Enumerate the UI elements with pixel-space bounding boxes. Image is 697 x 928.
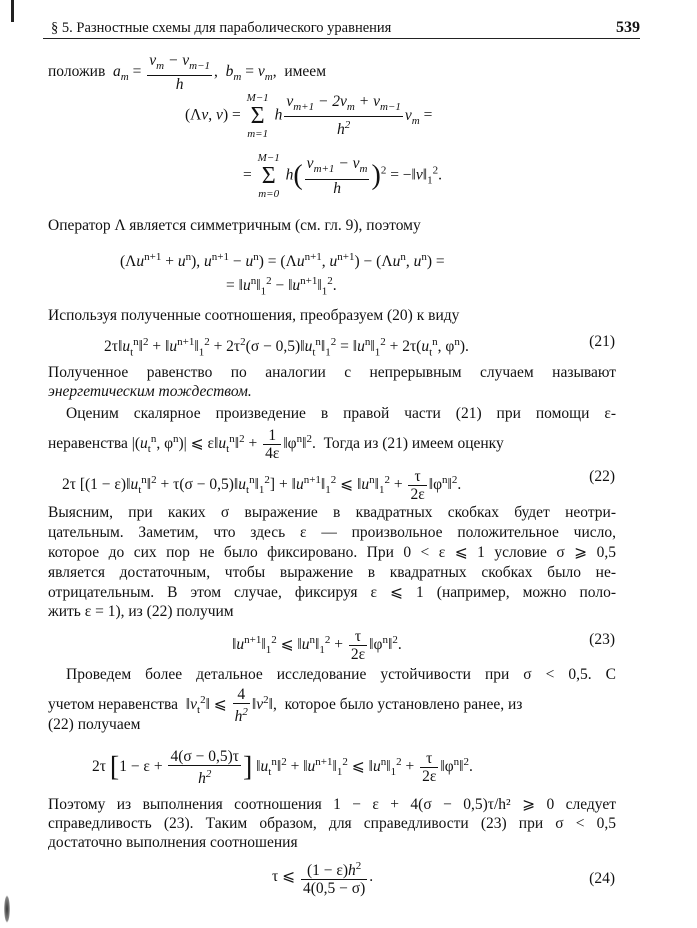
text-line: положив $a_m$ = $\frac{v_m - v_{m-1}}{h}$ , $b_m = v_m$, имеем xyxy=(48,52,326,94)
equation-number: (24) xyxy=(589,870,615,887)
text-line: Оператор Λ является симметричным (см. гл. 9), поэтому xyxy=(48,217,421,234)
equation: = M−1 Σ m=0 h( $\frac{v_{m+1} - v_m}{h}$ )$^2 = -‖v‖_1^2$. xyxy=(243,152,443,200)
scan-artifact xyxy=(4,895,10,923)
running-header xyxy=(43,14,640,39)
equation: 2τ [1 − ε + $\frac{4(\sigma - 0,5)\tau}{h^2}$ ] $‖u_t^n‖^2$ + $‖u^{n+1}‖_1^2$ ⩽ $‖u^n‖_1^2$ + $\frac{\tau}{2\varepsilon}$ $‖\varphi^n‖^2$. xyxy=(92,748,473,788)
equation: = $‖u^n‖_1^2$ − $‖u^{n+1}‖_1^2$. xyxy=(226,275,337,298)
scan-artifact xyxy=(11,0,14,22)
equation: (Λv, v) = M−1 Σ m=1 h $\frac{v_{m+1} - 2v_m + v_{m-1}}{h^2}$ $v_m$ = xyxy=(185,92,433,140)
equation: $‖u^{n+1}‖_1^2$ ⩽ $‖u^n‖_1^2$ + $\frac{\tau}{2\varepsilon}$ $‖\varphi^n‖^2$. xyxy=(232,628,402,663)
equation: $2\tau‖u_t^n‖^2$ + $‖u^{n+1}‖_1^2 + 2\tau^2(\sigma$ − $0,5)‖u_t^n‖_1^2$ = $‖u^n‖_1^2 + 2\tau(u_t^n$, $\varphi^n$). xyxy=(104,336,469,359)
text-line: Оценим скалярное произведение в правой части (21) при помощи ε- xyxy=(66,405,616,422)
text-line: Проведем более детальное исследование устойчивости при σ < 0,5. С xyxy=(66,666,616,683)
text-line: справедливость (23). Таким образом, для справедливости (23) при σ < 0,5 xyxy=(48,815,616,832)
equation: 2τ [$(1 - \varepsilon)‖u_t^n‖^2 + \tau(\sigma$ − $0,5)‖u_t^n‖_1^2$] + $‖u^{n+1}‖_1^2$ ⩽ $‖u^n‖_1^2$ + $\frac{\tau}{2\varepsilon}$ $‖\varphi^n‖^2$. xyxy=(62,468,462,503)
text-line: учетом неравенства $‖v_t^2‖$ ⩽ $\frac{4}{h^2}$ $‖v^2‖$, которое было установлено ранее, из xyxy=(48,686,523,726)
text-line: является достаточным, чтобы выражение в квадратных скобках было не- xyxy=(48,564,616,581)
equation-number: (23) xyxy=(589,631,615,648)
text-line: неравенства $|(u_t^n$, $\varphi^n)|$ ⩽ $\varepsilon‖u_t^n‖^2$ + $\frac{1}{4\varepsilon}$ $‖\varphi^n‖^2$. Тогда из (21) имеем оценку xyxy=(48,427,504,462)
term: энергетическим тождеством. xyxy=(48,383,252,400)
text-line: (22) получаем xyxy=(48,716,141,733)
equation-number: (22) xyxy=(589,468,615,485)
equation: $(\Lambda u^{n+1} + u^n)$, $u^{n+1} - u^n) = (\Lambda u^{n+1}$, $u^{n+1}) - (\Lambda u^n$, $u^n$) = xyxy=(120,251,445,271)
page-number: 539 xyxy=(616,19,640,36)
text-line: Используя полученные соотношения, преобразуем (20) к виду xyxy=(48,307,460,324)
equation: τ ⩽ $\frac{(1 - \varepsilon)h^2}{4(0,5 - \sigma)}$ . xyxy=(272,860,374,898)
text-line: которое до сих пор не было фиксировано. При 0 < ε ⩽ 1 условие σ ⩾ 0,5 xyxy=(48,544,616,561)
equation-number: (21) xyxy=(589,333,615,350)
text-line: отрицательным. В этом случае, фиксируя ε ⩽ 1 (например, можно поло- xyxy=(48,584,616,601)
text-line: Поэтому из выполнения соотношения 1 − ε + 4(σ − 0,5)τ/h² ⩾ 0 следует xyxy=(48,796,616,813)
text-line: жить ε = 1), из (22) получим xyxy=(48,603,234,620)
text-line: достаточно выполнения соотношения xyxy=(48,834,298,851)
text-line: Выясним, при каких σ выражение в квадратных скобках будет неотри- xyxy=(48,504,616,521)
text-line: Полученное равенство по аналогии с непрерывным случаем называют xyxy=(48,364,616,381)
text-line: цательным. Заметим, что здесь ε — произвольное положительное число, xyxy=(48,524,616,541)
section-title: § 5. Разностные схемы для параболического уравнения xyxy=(51,20,392,36)
